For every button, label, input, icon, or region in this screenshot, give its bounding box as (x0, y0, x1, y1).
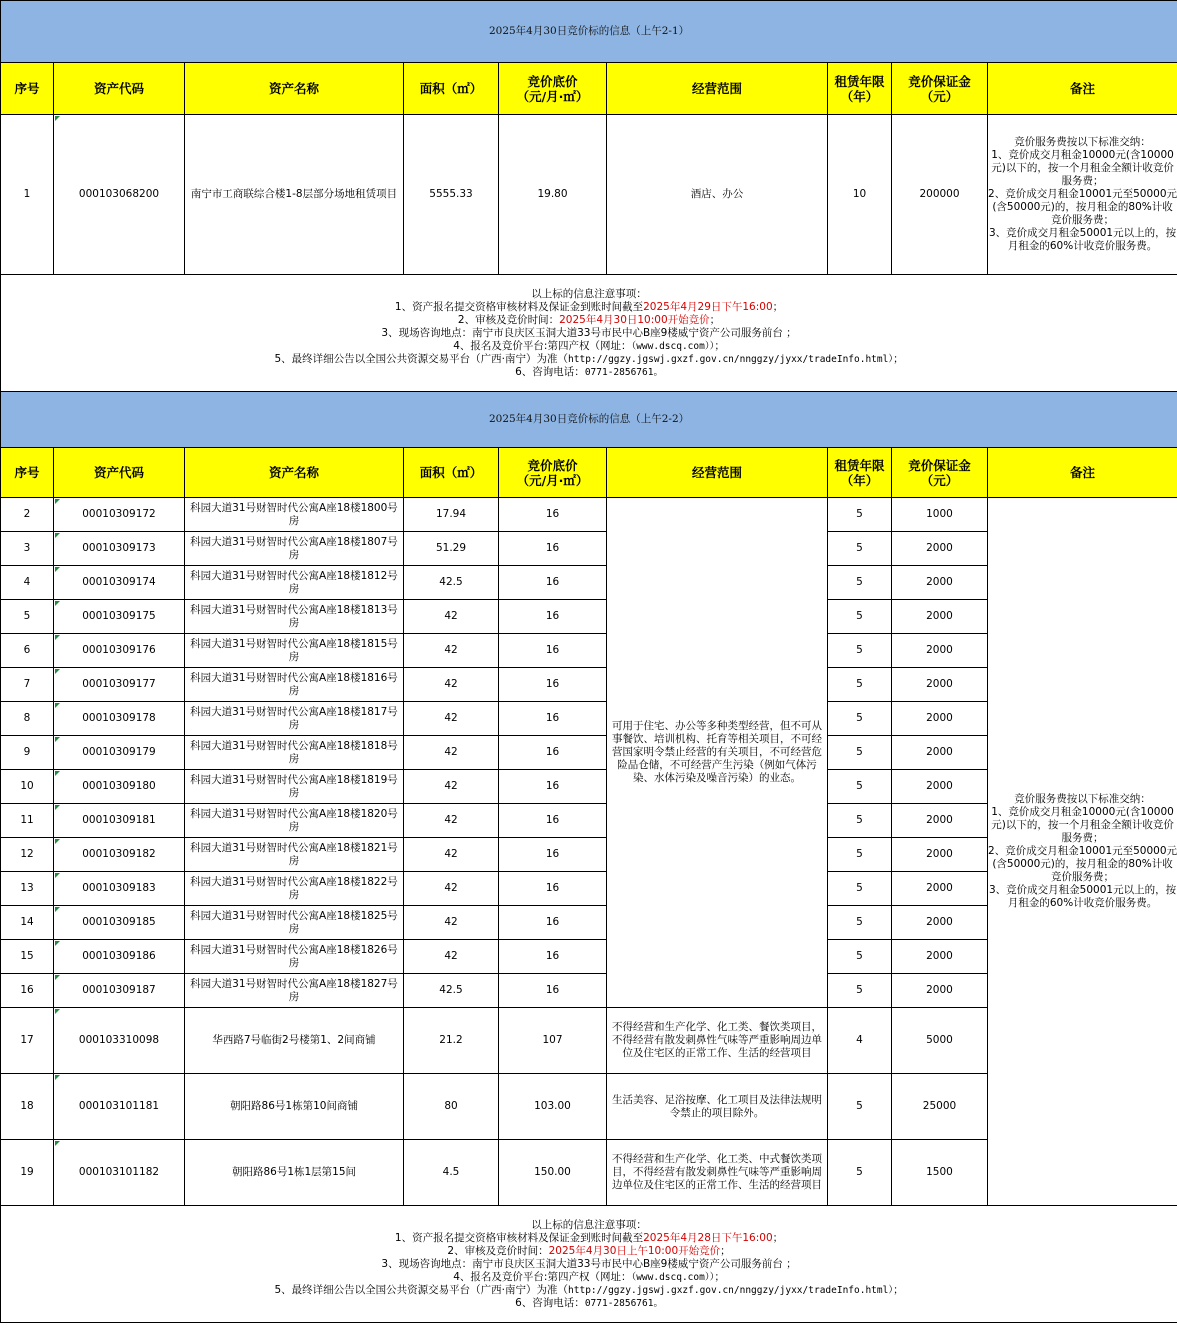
row-deposit: 5000 (892, 1008, 988, 1074)
row-name: 科园大道31号财智时代公寓A座18楼1822号房 (185, 872, 404, 906)
row-area: 42 (404, 906, 499, 940)
row-deposit: 2000 (892, 736, 988, 770)
note-5-url[interactable]: http://ggzy.jgswj.gxzf.gov.cn/nnggzy/jyxx/tradeInfo.html） (568, 353, 894, 365)
row-years: 5 (828, 600, 892, 634)
row-area: 21.2 (404, 1008, 499, 1074)
note-1 (1, 1232, 1177, 1245)
row-deposit: 1500 (892, 1140, 988, 1206)
row-no: 16 (1, 974, 54, 1008)
row-deposit: 2000 (892, 872, 988, 906)
row-years: 5 (828, 770, 892, 804)
note-2-text: 2、审核及竞价时间： (457, 313, 560, 326)
row-area: 42 (404, 838, 499, 872)
row-deposit: 2000 (892, 974, 988, 1008)
note-5-end: ； (893, 352, 904, 365)
row-years: 5 (828, 1074, 892, 1140)
row-code: 00010309178 (54, 702, 185, 736)
row-code: 00010309179 (54, 736, 185, 770)
row-years: 10 (828, 115, 892, 275)
row-name: 科园大道31号财智时代公寓A座18楼1827号房 (185, 974, 404, 1008)
row-deposit: 2000 (892, 804, 988, 838)
remark-line: 竞价服务费按以下标准交纳： (1014, 136, 1151, 148)
row-no: 19 (1, 1140, 54, 1206)
row-price: 150.00 (499, 1140, 607, 1206)
remark-line: 1、竞价成交月租金10000元(含10000元)以下的，按一个月租金全额计收竞价服务费； (991, 806, 1174, 844)
row-name: 科园大道31号财智时代公寓A座18楼1821号房 (185, 838, 404, 872)
row-deposit: 2000 (892, 702, 988, 736)
row-area: 42 (404, 872, 499, 906)
row-no: 8 (1, 702, 54, 736)
row-price: 16 (499, 600, 607, 634)
header-scope: 经营范围 (607, 448, 828, 498)
note-intro: 以上标的信息注意事项： (531, 287, 647, 300)
row-deposit: 2000 (892, 838, 988, 872)
section1-title: 2025年4月30日竞价标的信息（上午2-1） (1, 1, 1177, 63)
row-price: 16 (499, 634, 607, 668)
note-2-end: ； (709, 313, 721, 326)
row-area: 42.5 (404, 566, 499, 600)
note-intro: 以上标的信息注意事项： (531, 1218, 647, 1231)
header-name: 资产名称 (185, 448, 404, 498)
row-years: 5 (828, 872, 892, 906)
row-code: 00010309175 (54, 600, 185, 634)
row-code: 00010309177 (54, 668, 185, 702)
row-code: 00010309173 (54, 532, 185, 566)
row-name: 南宁市工商联综合楼1-8层部分场地租赁项目 (185, 115, 404, 275)
header-deposit (892, 448, 988, 498)
row-scope: 不得经营和生产化学、化工类、餐饮类项目，不得经营有散发刺鼻性气味等严重影响周边单位及住宅区的正常工作、生活的经营项目 (607, 1008, 828, 1074)
note-6-text: 6、咨询电话： (515, 1296, 585, 1309)
header-price-line1: 竞价底价 (527, 457, 578, 473)
note-5-url[interactable]: http://ggzy.jgswj.gxzf.gov.cn/nnggzy/jyxx/tradeInfo.html） (568, 1284, 894, 1296)
header-years (828, 448, 892, 498)
header-price-line2: （元/月·㎡） (516, 88, 589, 104)
row-price: 16 (499, 498, 607, 532)
header-deposit-line1: 竞价保证金 (908, 73, 971, 89)
note-5 (1, 353, 1177, 366)
row-no: 18 (1, 1074, 54, 1140)
note-6 (1, 366, 1177, 379)
row-scope: 生活美容、足浴按摩、化工项目及法律法规明令禁止的项目除外。 (607, 1074, 828, 1140)
row-deposit: 2000 (892, 566, 988, 600)
row-scope: 酒店、办公 (607, 115, 828, 275)
header-deposit-line2: （元） (920, 472, 959, 488)
row-name: 科园大道31号财智时代公寓A座18楼1816号房 (185, 668, 404, 702)
note-2-text: 2、审核及竞价时间： (447, 1244, 549, 1257)
header-deposit (892, 63, 988, 115)
row-area: 5555.33 (404, 115, 499, 275)
note-1-text: 1、资产报名提交资格审核材料及保证金到账时间截至 (394, 1231, 644, 1244)
header-years-line2: （年） (840, 88, 879, 104)
row-scope-merged: 可用于住宅、办公等多种类型经营，但不可从事餐饮、培训机构、托育等相关项目，不可经营国家明令禁止经营的有关项目，不可经营危险品仓储，不可经营产生污染（例如气体污染、水体污染及噪音污染）的业态。 (607, 498, 828, 1008)
note-4-end: ； (714, 1270, 725, 1283)
row-years: 5 (828, 668, 892, 702)
note-5-text: 5、最终详细公告以全国公共资源交易平台（广西·南宁）为准（ (274, 352, 569, 365)
row-price: 16 (499, 940, 607, 974)
row-years: 5 (828, 940, 892, 974)
row-name: 科园大道31号财智时代公寓A座18楼1817号房 (185, 702, 404, 736)
row-name: 科园大道31号财智时代公寓A座18楼1818号房 (185, 736, 404, 770)
row-years: 5 (828, 702, 892, 736)
row-years: 5 (828, 804, 892, 838)
row-deposit: 2000 (892, 600, 988, 634)
row-price: 19.80 (499, 115, 607, 275)
row-code: 000103101182 (54, 1140, 185, 1206)
note-4-end: ； (714, 339, 725, 352)
row-years: 5 (828, 1140, 892, 1206)
row-code: 000103101181 (54, 1074, 185, 1140)
header-price-line1: 竞价底价 (527, 73, 578, 89)
remark-line: 2、竞价成交月租金10001元至50000元(含50000元)的，按月租金的80%计收竞价服务费； (988, 188, 1177, 226)
row-area: 80 (404, 1074, 499, 1140)
row-years: 4 (828, 1008, 892, 1074)
row-area: 4.5 (404, 1140, 499, 1206)
row-remark (988, 115, 1177, 275)
note-6-phone: 0771-2856761。 (584, 366, 663, 378)
note-1-end: ； (772, 300, 784, 313)
table-row (1, 115, 1177, 275)
row-price: 16 (499, 906, 607, 940)
row-no: 1 (1, 115, 54, 275)
remark-line: 1、竞价成交月租金10000元(含10000元)以下的，按一个月租金全额计收竞价服务费； (991, 149, 1174, 187)
row-no: 11 (1, 804, 54, 838)
row-deposit: 200000 (892, 115, 988, 275)
note-4 (1, 340, 1177, 353)
note-3: 3、现场咨询地点：南宁市良庆区玉洞大道33号市民中心B座9楼威宁资产公司服务前台 ； (381, 326, 797, 339)
note-4-url[interactable]: （www.dscq.com）） (631, 340, 715, 352)
header-price-line2: （元/月·㎡） (516, 472, 589, 488)
header-code: 资产代码 (54, 448, 185, 498)
row-price: 16 (499, 736, 607, 770)
section2-notes (1, 1206, 1177, 1323)
row-price: 16 (499, 838, 607, 872)
row-area: 42 (404, 940, 499, 974)
row-price: 16 (499, 974, 607, 1008)
header-no: 序号 (1, 63, 54, 115)
row-name: 科园大道31号财智时代公寓A座18楼1819号房 (185, 770, 404, 804)
note-1-end: ； (772, 1231, 784, 1244)
row-name: 科园大道31号财智时代公寓A座18楼1825号房 (185, 906, 404, 940)
row-area: 17.94 (404, 498, 499, 532)
row-code: 00010309176 (54, 634, 185, 668)
row-area: 51.29 (404, 532, 499, 566)
header-price (499, 63, 607, 115)
row-years: 5 (828, 566, 892, 600)
row-deposit: 2000 (892, 532, 988, 566)
row-name: 科园大道31号财智时代公寓A座18楼1800号房 (185, 498, 404, 532)
row-area: 42.5 (404, 974, 499, 1008)
row-name: 科园大道31号财智时代公寓A座18楼1815号房 (185, 634, 404, 668)
header-name: 资产名称 (185, 63, 404, 115)
row-area: 42 (404, 770, 499, 804)
row-years: 5 (828, 974, 892, 1008)
row-code: 00010309183 (54, 872, 185, 906)
note-5-end: ； (893, 1283, 904, 1296)
note-4-text: 4、报名及竞价平台:第四产权（网址： (453, 339, 632, 352)
header-area: 面积（㎡） (404, 63, 499, 115)
note-2-time: 2025年4月30日上午10:00开始竞价 (548, 1244, 721, 1257)
row-years: 5 (828, 838, 892, 872)
remark-line: 3、竞价成交月租金50001元以上的，按月租金的60%计收竞价服务费。 (988, 227, 1177, 252)
row-no: 10 (1, 770, 54, 804)
row-no: 4 (1, 566, 54, 600)
row-no: 15 (1, 940, 54, 974)
note-1-text: 1、资产报名提交资格审核材料及保证金到账时间截至 (394, 300, 644, 313)
note-2-time: 2025年4月30日10:00开始竞价 (559, 313, 710, 326)
header-code: 资产代码 (54, 63, 185, 115)
note-4-url[interactable]: （www.dscq.com）） (631, 1271, 715, 1283)
row-name: 科园大道31号财智时代公寓A座18楼1813号房 (185, 600, 404, 634)
remark-line: 2、竞价成交月租金10001元至50000元(含50000元)的，按月租金的80%计收竞价服务费； (988, 845, 1177, 883)
row-no: 5 (1, 600, 54, 634)
row-years: 5 (828, 498, 892, 532)
row-price: 16 (499, 566, 607, 600)
row-deposit: 1000 (892, 498, 988, 532)
row-name: 科园大道31号财智时代公寓A座18楼1820号房 (185, 804, 404, 838)
row-area: 42 (404, 702, 499, 736)
header-scope: 经营范围 (607, 63, 828, 115)
header-deposit-line2: （元） (920, 88, 959, 104)
row-deposit: 2000 (892, 634, 988, 668)
row-no: 12 (1, 838, 54, 872)
header-remark: 备注 (988, 448, 1177, 498)
section2-header-row (1, 448, 1177, 498)
header-no: 序号 (1, 448, 54, 498)
row-name: 朝阳路86号1栋第10间商铺 (185, 1074, 404, 1140)
row-price: 103.00 (499, 1074, 607, 1140)
note-2 (1, 314, 1177, 327)
row-no: 17 (1, 1008, 54, 1074)
row-name: 华西路7号临街2号楼第1、2间商铺 (185, 1008, 404, 1074)
row-deposit: 25000 (892, 1074, 988, 1140)
row-area: 42 (404, 736, 499, 770)
row-remark (988, 498, 1177, 1206)
row-no: 13 (1, 872, 54, 906)
header-remark: 备注 (988, 63, 1177, 115)
header-years (828, 63, 892, 115)
row-no: 6 (1, 634, 54, 668)
row-price: 16 (499, 770, 607, 804)
header-years-line1: 租赁年限 (834, 73, 885, 89)
row-price: 107 (499, 1008, 607, 1074)
row-area: 42 (404, 634, 499, 668)
row-code: 000103310098 (54, 1008, 185, 1074)
row-deposit: 2000 (892, 940, 988, 974)
row-deposit: 2000 (892, 906, 988, 940)
row-price: 16 (499, 702, 607, 736)
row-no: 3 (1, 532, 54, 566)
note-1-deadline: 2025年4月28日下午16:00 (643, 1231, 773, 1244)
row-price: 16 (499, 804, 607, 838)
header-years-line1: 租赁年限 (834, 457, 885, 473)
row-name: 科园大道31号财智时代公寓A座18楼1807号房 (185, 532, 404, 566)
row-area: 42 (404, 668, 499, 702)
row-years: 5 (828, 634, 892, 668)
section2-title: 2025年4月30日竞价标的信息（上午2-2） (1, 392, 1177, 448)
row-price: 16 (499, 668, 607, 702)
note-3: 3、现场咨询地点：南宁市良庆区玉洞大道33号市民中心B座9楼威宁资产公司服务前台 ； (381, 1257, 797, 1270)
note-5 (1, 1284, 1177, 1297)
row-name: 科园大道31号财智时代公寓A座18楼1826号房 (185, 940, 404, 974)
note-6 (1, 1297, 1177, 1310)
note-1 (1, 301, 1177, 314)
row-years: 5 (828, 532, 892, 566)
note-1-deadline: 2025年4月29日下午16:00 (643, 300, 773, 313)
note-6-phone: 0771-2856761。 (584, 1297, 663, 1309)
row-code: 00010309185 (54, 906, 185, 940)
header-years-line2: （年） (840, 472, 879, 488)
note-4 (1, 1271, 1177, 1284)
remark-line: 竞价服务费按以下标准交纳： (1014, 793, 1151, 805)
row-code: 00010309187 (54, 974, 185, 1008)
row-code: 00010309180 (54, 770, 185, 804)
row-code: 00010309182 (54, 838, 185, 872)
note-6-text: 6、咨询电话： (515, 365, 585, 378)
row-no: 14 (1, 906, 54, 940)
row-no: 2 (1, 498, 54, 532)
section1-header-row (1, 63, 1177, 115)
row-years: 5 (828, 906, 892, 940)
row-name: 科园大道31号财智时代公寓A座18楼1812号房 (185, 566, 404, 600)
row-code: 00010309181 (54, 804, 185, 838)
row-code: 00010309186 (54, 940, 185, 974)
row-years: 5 (828, 736, 892, 770)
header-area: 面积（㎡） (404, 448, 499, 498)
row-price: 16 (499, 532, 607, 566)
row-name: 朝阳路86号1栋1层第15间 (185, 1140, 404, 1206)
remark-line: 3、竞价成交月租金50001元以上的，按月租金的60%计收竞价服务费。 (988, 884, 1177, 909)
note-5-text: 5、最终详细公告以全国公共资源交易平台（广西·南宁）为准（ (274, 1283, 569, 1296)
row-no: 7 (1, 668, 54, 702)
row-area: 42 (404, 600, 499, 634)
row-code: 000103068200 (54, 115, 185, 275)
note-2-end: ； (720, 1244, 731, 1257)
row-deposit: 2000 (892, 770, 988, 804)
row-scope: 不得经营和生产化学、化工类、中式餐饮类项目，不得经营有散发刺鼻性气味等严重影响周边单位及住宅区的正常工作、生活的经营项目 (607, 1140, 828, 1206)
row-area: 42 (404, 804, 499, 838)
note-4-text: 4、报名及竞价平台:第四产权（网址： (453, 1270, 632, 1283)
row-code: 00010309172 (54, 498, 185, 532)
header-price (499, 448, 607, 498)
row-no: 9 (1, 736, 54, 770)
note-2 (1, 1245, 1177, 1258)
header-deposit-line1: 竞价保证金 (908, 457, 971, 473)
row-price: 16 (499, 872, 607, 906)
table-row (1, 498, 1177, 532)
row-code: 00010309174 (54, 566, 185, 600)
row-deposit: 2000 (892, 668, 988, 702)
section1-notes (1, 275, 1177, 392)
